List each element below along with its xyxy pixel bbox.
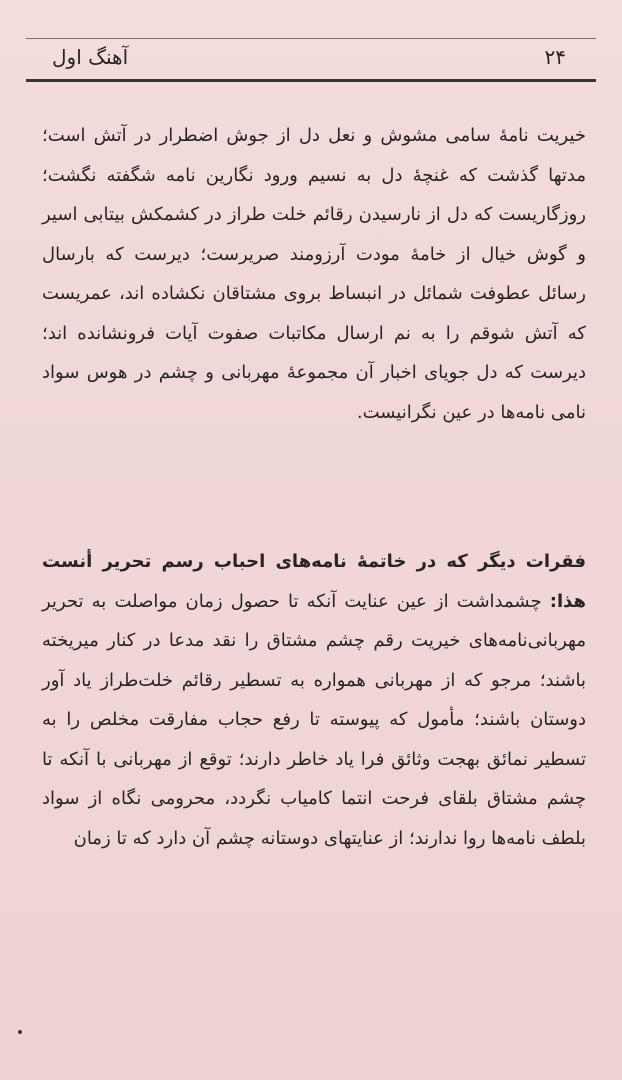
paragraph-two [42, 542, 586, 858]
page-number: ۲۴ [544, 45, 566, 69]
paragraph-one: خیریت نامهٔ سامی مشوش و نعل دل از جوش اضطرار در آتش است؛ مدتها گذشت که غنچهٔ دل به نسیم ورود نگارین نامه شگفته نگشت؛ روزگاریست که دل از نارسیدن رقائم خلت طراز در کشمکش بیتابی اسیر و گوش خیال از خامهٔ مودت آرزومند صریرست؛ دیرست که بارسال رسائل عطوفت شمائل در انبساط بروی مشتاقان نکشاده اند، عمریست که آتش شوقم را به نم ارسال مکاتبات صفوت آیات فرونشانده اند؛ دیرست که دل جویای اخبار آن مجموعهٔ مهربانی و چشم در هوس سواد نامی نامه‌ها در عین نگرانیست. [42, 125, 586, 423]
section-heading: فقرات دیگر که در خاتمهٔ نامه‌های احباب رسم تحریر أنست هذا: [42, 551, 586, 612]
ink-speck [18, 1030, 22, 1034]
running-head: آهنگ اول [52, 45, 129, 69]
page-header [26, 38, 596, 82]
paragraph-two-text: چشمداشت از عین عنایت آنکه تا حصول زمان مواصلت به تحریر مهربانی‌نامه‌های خیریت رقم چشم مشتاق را نقد مدعا در کنار میریخته باشند؛ مرجو که از مهربانی همواره به تسطیر رقائم خلت‌طراز یاد آور دوستان باشند؛ مأمول که پیوسته تا رفع حجاب مفارقت مخلص را به تسطیر نمائق بهجت وثائق فرا یاد خاطر دارند؛ توقع از مهربانی با آنکه تا چشم مشتاق بلقای فرحت انتما کامیاب نگردد، محرومی نگاه از سواد بلطف نامه‌ها روا ندارند؛ از عنایتهای دوستانه چشم آن دارد که تا زمان [42, 590, 586, 849]
